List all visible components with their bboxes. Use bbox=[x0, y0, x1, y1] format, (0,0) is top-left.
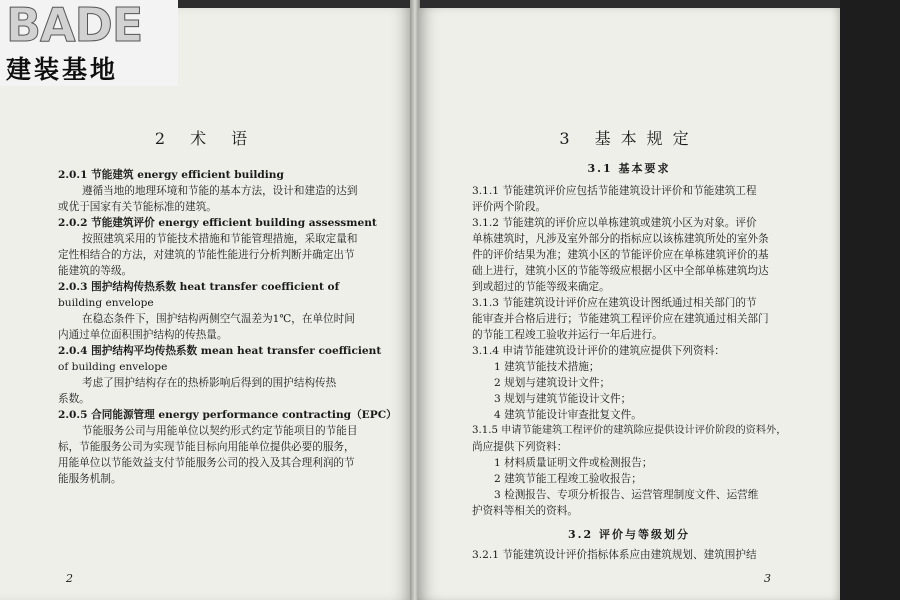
clause-text: 的节能工程竣工验收并运行一年后进行。 bbox=[472, 329, 663, 341]
clause-3-1-2: 3.1.2 节能建筑的评价应以单栋建筑或建筑小区为对象。评价 bbox=[472, 217, 757, 229]
list-item: 2 规划与建筑设计文件； bbox=[494, 377, 611, 389]
page-number-left: 2 bbox=[66, 572, 73, 585]
term-2-0-2: 2.0.2 节能建筑评价 energy efficient building assessment bbox=[58, 217, 377, 229]
term-text: 节能服务公司与用能单位以契约形式约定节能项目的节能目 bbox=[82, 425, 358, 437]
term-text: 内通过单位面积围护结构的传热量。 bbox=[58, 329, 228, 341]
section-3-2-heading: 3.2 评价与等级划分 bbox=[568, 528, 690, 541]
term-text: 考虑了围护结构存在的热桥影响后得到的围护结构传热 bbox=[82, 377, 337, 389]
logo-subtitle: 建装基地 bbox=[6, 55, 119, 84]
chapter-2-title: 2 术 语 bbox=[154, 129, 258, 148]
term-text: 按照建筑采用的节能技术措施和节能管理措施，采取定量和 bbox=[82, 233, 358, 245]
clause-text: 能审查并合格后进行；节能建筑工程评价应在建筑通过相关部门 bbox=[472, 313, 769, 325]
term-text: 遵循当地的地理环境和节能的基本方法，设计和建造的达到 bbox=[82, 185, 358, 197]
list-item: 3 规划与建筑节能设计文件； bbox=[494, 393, 632, 405]
term-text: 能服务机制。 bbox=[58, 473, 122, 485]
page-number-right: 3 bbox=[764, 572, 771, 585]
clause-text: 到或超过的节能等级来确定。 bbox=[472, 281, 610, 293]
left-page bbox=[0, 8, 412, 600]
section-3-1-heading: 3.1 基本要求 bbox=[587, 162, 671, 175]
term-2-0-1: 2.0.1 节能建筑 energy efficient building bbox=[58, 169, 284, 181]
list-item: 1 建筑节能技术措施； bbox=[494, 361, 600, 373]
clause-3-1-5: 3.1.5 申请节能建筑工程评价的建筑除应提供设计评价阶段的资料外， bbox=[472, 425, 787, 436]
term-2-0-5: 2.0.5 合同能源管理 energy performance contracting（EPC） bbox=[58, 409, 397, 421]
logo-wordmark: BADE bbox=[6, 0, 143, 52]
background-edge bbox=[840, 0, 900, 600]
clause-text: 评价两个阶段。 bbox=[472, 201, 547, 213]
right-page bbox=[418, 8, 840, 600]
clause-3-1-4: 3.1.4 申请节能建筑设计评价的建筑应提供下列资料： bbox=[472, 345, 725, 357]
clause-3-1-3: 3.1.3 节能建筑设计评价应在建筑设计图纸通过相关部门的节 bbox=[472, 297, 757, 309]
term-text: 或优于国家有关节能标准的建筑。 bbox=[58, 201, 217, 213]
term-2-0-4: 2.0.4 围护结构平均传热系数 mean heat transfer coefficient bbox=[58, 345, 382, 357]
list-item: 3 检测报告、专项分析报告、运营管理制度文件、运营维 bbox=[494, 489, 759, 501]
list-item: 1 材料质量证明文件或检测报告； bbox=[494, 457, 653, 469]
term-text: 用能单位以节能效益支付节能服务公司的投入及其合理利润的节 bbox=[58, 457, 355, 469]
bade-logo bbox=[0, 0, 178, 86]
list-item: 2 建筑节能工程竣工验收报告； bbox=[494, 473, 642, 485]
clause-text: 础上进行，建筑小区的节能等级应根据小区中全部单栋建筑均达 bbox=[472, 265, 769, 277]
clause-text: 尚应提供下列资料： bbox=[472, 441, 568, 453]
term-text: of building envelope bbox=[58, 361, 168, 373]
term-2-0-3: 2.0.3 围护结构传热系数 heat transfer coefficient of bbox=[58, 281, 340, 293]
term-text: building envelope bbox=[58, 297, 154, 309]
clause-3-2-1: 3.2.1 节能建筑设计评价指标体系应由建筑规划、建筑围护结 bbox=[472, 549, 757, 561]
term-text: 能建筑的等级。 bbox=[58, 265, 133, 277]
term-text: 系数。 bbox=[58, 393, 90, 405]
clause-text: 护资料等相关的资料。 bbox=[472, 505, 578, 517]
clause-3-1-1: 3.1.1 节能建筑评价应包括节能建筑设计评价和节能建筑工程 bbox=[472, 185, 757, 197]
term-text: 定性相结合的方法，对建筑的节能性能进行分析判断并确定出节 bbox=[58, 249, 355, 261]
clause-text: 件的评价结果为准；建筑小区的节能评价应在单栋建筑评价的基 bbox=[472, 249, 769, 261]
term-text: 在稳态条件下，围护结构两侧空气温差为1℃，在单位时间 bbox=[82, 313, 355, 325]
list-item: 4 建筑节能设计审查批复文件。 bbox=[494, 409, 642, 421]
clause-text: 单栋建筑时，凡涉及室外部分的指标应以该栋建筑所处的室外条 bbox=[472, 233, 769, 245]
term-text: 标，节能服务公司为实现节能目标向用能单位提供必要的服务， bbox=[58, 441, 355, 453]
chapter-3-title: 3 基本规定 bbox=[559, 129, 699, 148]
